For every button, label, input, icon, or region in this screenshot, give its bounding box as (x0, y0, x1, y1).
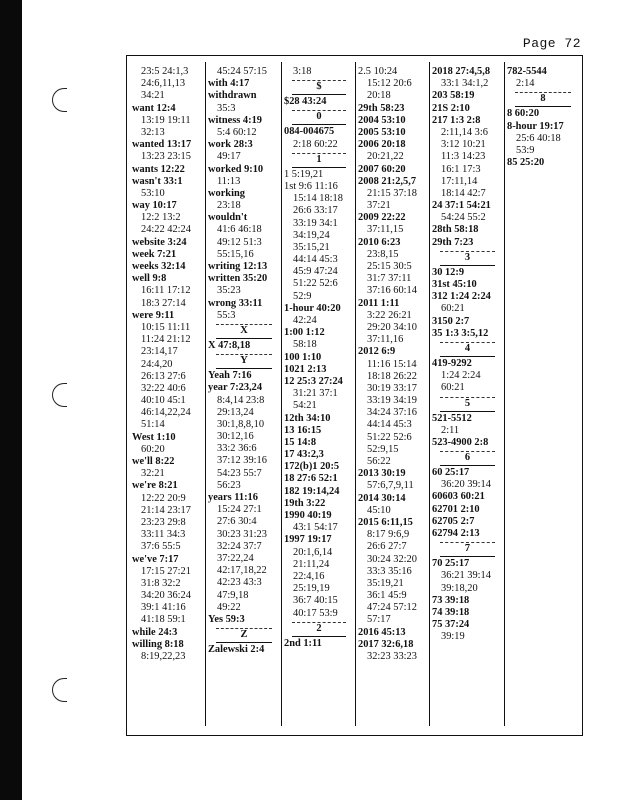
index-entry: 2012 6:9 (358, 346, 396, 358)
section-heading-label: 5 (464, 397, 471, 409)
index-entry: wouldn't (208, 212, 248, 224)
index-entry: 521-5512 (432, 412, 472, 424)
index-subentry: 33:19 34:1 (293, 217, 338, 229)
index-subentry: 13:23 23:15 (141, 151, 191, 163)
index-subentry: 37:16 60:14 (367, 285, 417, 297)
index-subentry: 55:3 (217, 309, 236, 321)
index-subentry: 18:14 42:7 (441, 187, 486, 199)
index-entry: 2017 32:6,18 (358, 638, 414, 650)
index-subentry: 16:1 17:3 (441, 163, 481, 175)
index-subentry: 15:14 18:18 (293, 193, 343, 205)
index-subentry: 2:14 (516, 78, 535, 90)
index-entry: 1990 40:19 (284, 510, 332, 521)
index-subentry: 39:1 41:16 (141, 602, 186, 614)
index-subentry: 23:5 24:1,3 (141, 66, 189, 77)
index-subentry: 21:15 37:18 (367, 187, 417, 199)
index-entry: 12 25:3 27:24 (284, 375, 343, 387)
index-entry: 28th 58:18 (432, 224, 479, 236)
index-subentry: 51:22 52:6 (293, 278, 338, 290)
index-entry: 19th 3:22 (284, 497, 326, 509)
index-entry: 2005 53:10 (358, 126, 406, 138)
index-entry: work 28:3 (208, 139, 253, 151)
index-entry: West 1:10 (132, 431, 176, 443)
index-column-6 (507, 66, 579, 169)
index-subentry: 30:19 33:17 (367, 382, 417, 394)
index-subentry: 53:9 (516, 144, 535, 156)
index-subentry: 30:23 31:23 (217, 528, 267, 540)
index-subentry: 30:12,16 (217, 431, 254, 443)
index-entry: well 9:8 (132, 273, 167, 285)
index-subentry: 23:18 (217, 200, 241, 212)
index-subentry: 58:18 (293, 339, 317, 351)
index-subentry: 33:19 34:19 (367, 395, 417, 407)
index-entry: writing 12:13 (208, 261, 268, 272)
binder-hole-bottom (52, 678, 67, 702)
index-entry: working (208, 187, 245, 199)
index-entry: 8-hour 19:17 (507, 120, 564, 132)
index-subentry: 39:18,20 (441, 582, 478, 594)
index-subentry: 2:11 (441, 424, 460, 436)
index-entry: 60603 60:21 (432, 491, 485, 503)
index-subentry: 23:23 29:8 (141, 516, 186, 528)
index-subentry: 35:3 (217, 102, 236, 114)
index-subentry: 33:11 34:3 (141, 529, 186, 541)
index-entry: 18 27:6 52:1 (284, 473, 338, 485)
column-divider (281, 62, 282, 726)
index-subentry: 45:10 (367, 504, 391, 516)
index-subentry: 34:21 (141, 90, 165, 102)
section-heading (208, 626, 280, 644)
index-subentry: 12:2 13:2 (141, 212, 181, 224)
index-subentry: 31:8 32:2 (141, 577, 181, 589)
index-subentry: 15:24 27:1 (217, 504, 262, 516)
index-entry: 73 39:18 (432, 594, 470, 606)
index-entry: wasn't 33:1 (132, 175, 183, 187)
index-entry: wants 12:22 (132, 163, 185, 175)
index-entry: while 24:3 (132, 626, 178, 638)
index-entry: 419-9292 (432, 357, 472, 369)
index-entry: 084-004675 (284, 126, 335, 138)
index-subentry: 45:9 47:24 (293, 266, 338, 278)
index-subentry: 11:24 21:12 (141, 334, 191, 346)
index-subentry: 33:1 34:1,2 (441, 78, 489, 90)
index-entry: 75 37:24 (432, 619, 470, 631)
section-heading-label: 8 (540, 93, 546, 105)
index-subentry: 49:17 (217, 151, 241, 163)
index-entry: were 9:11 (132, 309, 175, 321)
index-entry: weeks 32:14 (132, 261, 186, 272)
index-subentry: 24:4,20 (141, 358, 173, 370)
index-subentry: 33:2 36:6 (217, 443, 257, 455)
index-entry: 203 58:19 (432, 90, 475, 102)
index-entry: 100 1:10 (284, 351, 322, 363)
index-entry: 2006 20:18 (358, 139, 406, 151)
index-entry: worked 9:10 (208, 163, 264, 175)
index-subentry: 20:18 (367, 90, 391, 102)
index-subentry: 37:11,15 (367, 224, 404, 236)
index-entry: Zalewski 2:4 (208, 644, 265, 656)
index-subentry: 35:19,21 (367, 577, 404, 589)
page-number: Page 72 (522, 36, 581, 51)
index-subentry: 37:11,16 (367, 334, 404, 346)
index-subentry: 31:7 37:11 (367, 273, 412, 285)
index-subentry: 35:23 (217, 285, 241, 297)
index-entry: we've 7:17 (132, 553, 179, 565)
index-subentry: 32:13 (141, 126, 165, 138)
index-subentry: 34:19,24 (293, 229, 330, 241)
index-column-5 (432, 66, 503, 644)
index-subentry: 17:15 27:21 (141, 565, 191, 577)
index-subentry: 36:21 39:14 (441, 570, 491, 582)
index-subentry: 43:1 54:17 (293, 522, 338, 534)
index-entry: 2008 21:2,5,7 (358, 175, 417, 187)
section-heading-label: 7 (464, 543, 471, 555)
index-subentry: 17:11,14 (441, 175, 478, 187)
column-divider (504, 62, 505, 726)
index-subentry: 42:23 43:3 (217, 577, 262, 589)
index-entry: 2013 30:19 (358, 468, 406, 480)
index-entry: 1-hour 40:20 (284, 302, 341, 314)
index-subentry: 8:17 9:6,9 (367, 529, 410, 541)
index-subentry: 35:15,21 (293, 241, 330, 253)
index-subentry: 12:22 20:9 (141, 492, 186, 504)
section-heading-label: Y (240, 355, 248, 367)
index-subentry: 15:12 20:6 (367, 78, 412, 90)
index-entry: we'll 8:22 (132, 456, 175, 467)
index-subentry: 34:24 37:16 (367, 407, 417, 419)
index-subentry: 2:11,14 3:6 (441, 126, 488, 138)
index-entry: years 11:16 (208, 492, 258, 503)
index-entry: Yes 59:3 (208, 613, 245, 625)
index-subentry: 34:20 36:24 (141, 590, 191, 602)
section-heading-label: $ (316, 81, 322, 93)
index-entry: 8 60:20 (507, 108, 540, 120)
index-entry: 62794 2:13 (432, 528, 480, 539)
section-heading-label: 4 (464, 342, 471, 354)
index-entry: 24 37:1 54:21 (432, 200, 491, 212)
index-subentry: 49:12 51:3 (217, 236, 262, 248)
index-subentry: 39:19 (441, 631, 465, 643)
section-heading (208, 352, 280, 370)
section-heading (432, 395, 503, 413)
index-subentry: 45:24 57:15 (217, 66, 267, 77)
section-heading-label: 6 (464, 452, 471, 464)
index-subentry: 37:6 55:5 (141, 541, 181, 553)
index-subentry: 20:21,22 (367, 151, 404, 163)
index-subentry: 36:20 39:14 (441, 479, 491, 491)
index-entry: 70 25:17 (432, 558, 470, 570)
index-subentry: 18:18 26:22 (367, 370, 417, 382)
index-subentry: 44:14 45:3 (367, 419, 412, 431)
index-subentry: 18:3 27:14 (141, 297, 186, 309)
index-subentry: 5:4 60:12 (217, 126, 257, 138)
index-entry: year 7:23,24 (208, 382, 263, 394)
section-heading-label: 3 (464, 251, 471, 263)
index-subentry: 30:24 32:20 (367, 553, 417, 565)
index-subentry: 32:23 33:23 (367, 651, 417, 662)
index-subentry: 54:21 (293, 400, 317, 412)
binder-hole-top (52, 88, 67, 112)
index-column-3 (284, 66, 354, 650)
index-entry: 2009 22:22 (358, 212, 406, 224)
index-entry: wrong 33:11 (208, 297, 263, 309)
index-subentry: 37:22,24 (217, 552, 254, 564)
index-entry: 62701 2:10 (432, 503, 480, 515)
index-entry: 62705 2:7 (432, 515, 475, 527)
index-entry: 35 1:3 3:5,12 (432, 327, 489, 339)
index-subentry: 25:15 30:5 (367, 261, 412, 272)
index-subentry: 57:17 (367, 614, 391, 626)
section-heading-label: 1 (316, 153, 322, 165)
index-subentry: 26:13 27:6 (141, 370, 186, 382)
section-heading (507, 90, 579, 108)
index-subentry: 3:18 (293, 66, 312, 77)
index-entry: 1st 9:6 11:16 (284, 180, 338, 192)
section-heading (284, 108, 354, 126)
index-subentry: 24:6,11,13 (141, 78, 186, 90)
index-subentry: 29:13,24 (217, 406, 254, 418)
index-subentry: 25:6 40:18 (516, 132, 561, 144)
section-heading (432, 249, 503, 267)
index-subentry: 60:21 (441, 382, 465, 394)
section-heading-label: 2 (316, 622, 322, 634)
index-entry: 1 5:19,21 (284, 168, 324, 180)
index-subentry: 46:14,22,24 (141, 407, 191, 419)
index-subentry: 49:22 (217, 601, 241, 613)
index-subentry: 47:9,18 (217, 589, 249, 601)
index-subentry: 33:3 35:16 (367, 565, 412, 577)
index-subentry: 3:12 10:21 (441, 139, 486, 151)
index-subentry: 2:18 60:22 (293, 138, 338, 150)
index-subentry: 20:1,6,14 (293, 546, 333, 558)
index-entry: X 47:8,18 (208, 339, 251, 351)
index-subentry: 42:17,18,22 (217, 565, 267, 577)
index-subentry: 53:10 (141, 187, 165, 199)
index-entry: 2016 45:13 (358, 626, 406, 638)
section-heading (432, 340, 503, 358)
index-subentry: 16:11 17:12 (141, 285, 191, 297)
index-subentry: 47:24 57:12 (367, 602, 417, 614)
section-heading (284, 151, 354, 169)
index-column-1 (132, 66, 204, 663)
section-heading (284, 78, 354, 96)
index-subentry: 60:20 (141, 443, 165, 455)
index-subentry: 11:3 14:23 (441, 151, 486, 163)
index-entry: 29th 58:23 (358, 102, 405, 114)
index-entry: 172(b)1 20:5 (284, 461, 340, 473)
section-heading (208, 322, 280, 340)
index-subentry: 13:19 19:11 (141, 114, 191, 126)
index-subentry: 22:4,16 (293, 570, 325, 582)
index-subentry: 40:17 53:9 (293, 607, 338, 619)
index-subentry: 54:23 55:7 (217, 467, 262, 479)
index-entry: way 10:17 (132, 200, 177, 212)
index-entry: 21S 2:10 (432, 102, 470, 114)
index-subentry: 56:23 (217, 479, 241, 491)
index-subentry: 32:24 37:7 (217, 540, 262, 552)
index-entry: 2007 60:20 (358, 163, 406, 175)
index-subentry: 60:21 (441, 303, 465, 315)
index-entry: Yeah 7:16 (208, 370, 252, 382)
index-subentry: 26:6 27:7 (367, 541, 407, 553)
index-entry: witness 4:19 (208, 114, 262, 126)
index-entry: with 4:17 (208, 78, 250, 90)
index-entry: 2nd 1:11 (284, 637, 322, 649)
index-entry: 217 1:3 2:8 (432, 114, 481, 126)
column-divider (355, 62, 356, 726)
index-entry: willing 8:18 (132, 638, 184, 650)
index-subentry: 32:21 (141, 468, 165, 480)
index-subentry: 8:19,22,23 (141, 651, 186, 662)
index-entry: 1021 2:13 (284, 363, 327, 375)
section-heading (284, 620, 354, 638)
index-subentry: 52:9,15 (367, 443, 399, 455)
index-entry: 2015 6:11,15 (358, 516, 413, 528)
index-subentry: 30:1,8,8,10 (217, 418, 265, 430)
index-subentry: 11:16 15:14 (367, 358, 417, 370)
column-divider (429, 62, 430, 726)
index-subentry: 51:14 (141, 419, 165, 431)
index-entry: 782-5544 (507, 66, 547, 77)
index-subentry: 36:7 40:15 (293, 595, 338, 607)
index-entry: 182 19:14,24 (284, 485, 340, 497)
index-subentry: 21:14 23:17 (141, 504, 191, 516)
index-subentry: 54:24 55:2 (441, 212, 486, 224)
scan-edge-bar (0, 0, 22, 800)
index-entry: 85 25:20 (507, 157, 545, 169)
index-subentry: 1:24 2:24 (441, 370, 481, 382)
index-subentry: 51:22 52:6 (367, 431, 412, 443)
index-subentry: 41:18 59:1 (141, 614, 186, 626)
index-subentry: 41:6 46:18 (217, 224, 262, 236)
index-subentry: 29:20 34:10 (367, 321, 417, 333)
section-heading-label: 0 (316, 111, 322, 123)
index-entry: 2004 53:10 (358, 114, 406, 126)
index-subentry: 52:9 (293, 290, 312, 302)
index-subentry: 56:22 (367, 456, 391, 467)
index-entry: 2011 1:11 (358, 297, 400, 309)
index-entry: 30 12:9 (432, 266, 465, 278)
index-subentry: 44:14 45:3 (293, 254, 338, 266)
index-entry: written 35:20 (208, 273, 268, 285)
index-entry: we're 8:21 (132, 480, 178, 492)
index-entry: $28 43:24 (284, 96, 327, 108)
index-subentry: 37:21 (367, 200, 391, 212)
column-divider (205, 62, 206, 726)
index-subentry: 21:11,24 (293, 558, 330, 570)
index-entry: week 7:21 (132, 248, 177, 260)
index-subentry: 36:1 45:9 (367, 590, 407, 602)
index-subentry: 24:22 42:24 (141, 224, 191, 236)
index-column-4 (358, 66, 428, 663)
section-heading-label: X (240, 324, 248, 336)
index-entry: 312 1:24 2:24 (432, 291, 491, 303)
section-heading (432, 540, 503, 558)
index-entry: 17 43:2,3 (284, 449, 324, 461)
index-entry: 15 14:8 (284, 436, 317, 448)
index-subentry: 32:22 40:6 (141, 382, 186, 394)
index-entry: 29th 7:23 (432, 236, 474, 248)
index-entry: 2010 6:23 (358, 236, 401, 248)
index-subentry: 23:14,17 (141, 346, 178, 358)
index-subentry: 57:6,7,9,11 (367, 480, 414, 492)
index-entry: withdrawn (208, 90, 257, 102)
index-entry: 3150 2:7 (432, 315, 470, 327)
index-subentry: 37:12 39:16 (217, 455, 267, 467)
binder-hole-middle (52, 383, 67, 407)
index-subentry: 3:22 26:21 (367, 309, 412, 321)
index-entry: 2014 30:14 (358, 492, 406, 504)
index-subentry: 42:24 (293, 315, 317, 326)
section-heading (432, 449, 503, 467)
index-subentry: 10:15 11:11 (141, 321, 191, 333)
index-subentry: 25:19,19 (293, 583, 330, 595)
index-column-2 (208, 66, 280, 656)
index-entry: 13 16:15 (284, 424, 322, 436)
index-entry: 12th 34:10 (284, 412, 331, 424)
index-subentry: 8:4,14 23:8 (217, 394, 265, 406)
index-subentry: 26:6 33:17 (293, 205, 338, 217)
index-subentry: 23:8,15 (367, 248, 399, 260)
index-entry: 2.5 10:24 (358, 66, 398, 77)
index-entry: 2018 27:4,5,8 (432, 66, 491, 77)
index-subentry: 31:21 37:1 (293, 388, 338, 400)
section-heading-label: Z (240, 629, 248, 641)
index-entry: 1997 19:17 (284, 534, 332, 546)
index-entry: 31st 45:10 (432, 279, 477, 290)
index-entry: 523-4900 2:8 (432, 436, 489, 448)
index-entry: 60 25:17 (432, 467, 470, 479)
index-subentry: 11:13 (217, 175, 241, 187)
index-subentry: 55:15,16 (217, 248, 254, 260)
index-entry: 74 39:18 (432, 606, 470, 618)
index-subentry: 27:6 30:4 (217, 516, 257, 528)
index-entry: website 3:24 (132, 236, 187, 248)
index-entry: want 12:4 (132, 102, 176, 114)
index-entry: 1:00 1:12 (284, 327, 325, 339)
index-subentry: 40:10 45:1 (141, 395, 186, 407)
index-entry: wanted 13:17 (132, 139, 192, 151)
